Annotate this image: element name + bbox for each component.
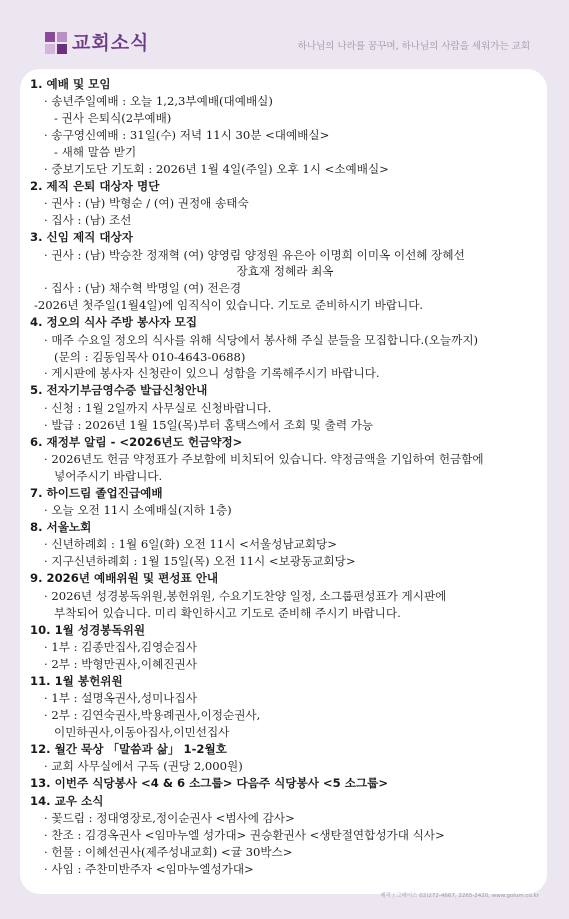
section-heading: 4. 정오의 식사 주방 봉사자 모집 xyxy=(30,315,198,330)
notice-line: · 2026년도 헌금 약정표가 주보함에 비치되어 있습니다. 약정금액을 기입하여 헌금함에 xyxy=(44,451,484,466)
notice-line: · 권사 : (남) 박승찬 정재혁 (여) 양영림 양정원 유은아 이명희 이미옥 이선혜 장혜선 xyxy=(44,247,465,262)
section-heading: 13. 이번주 식당봉사 <4 & 6 소그룹> 다음주 식당봉사 <5 소그룹> xyxy=(30,776,389,791)
notice-line: · 2부 : 김연숙권사,박용례권사,이정순권사, xyxy=(44,708,261,723)
notice-line: -2026년 첫주일(1월4일)에 임직식이 있습니다. 기도로 준비하시기 바랍니다. xyxy=(34,298,424,313)
section-heading: 6. 재정부 알림 - <2026년도 헌금약정> xyxy=(30,434,243,449)
notice-line: · 집사 : (남) 조선 xyxy=(44,213,132,228)
notice-line: · 발급 : 2026년 1월 15일(목)부터 홈택스에서 조회 및 출력 가능 xyxy=(44,417,374,432)
section-heading: 9. 2026년 예배위원 및 편성표 안내 xyxy=(30,571,219,586)
notice-line: · 헌물 : 이혜선권사(제주성내교회) <귤 30박스> xyxy=(44,844,293,859)
section-heading: 8. 서울노회 xyxy=(30,520,92,535)
notice-line: · 집사 : (남) 채수혁 박명일 (여) 전은경 xyxy=(44,281,242,296)
section-heading: 10. 1월 성경봉독위원 xyxy=(30,622,146,637)
notice-line: · 교회 사무실에서 구독 (권당 2,000원) xyxy=(44,759,243,774)
logo-squares-icon xyxy=(45,32,67,54)
notice-line: · 권사 : (남) 박형순 / (여) 권정애 송태숙 xyxy=(44,196,249,211)
notice-line: · 1부 : 김종만집사,김영순집사 xyxy=(44,639,197,654)
footer-credit: 제작 / 그레이스 02)272-4667, 2265-2420, www.golum.co.kr xyxy=(380,893,539,899)
notice-line: · 1부 : 설명옥권사,성미나집사 xyxy=(44,691,197,706)
notice-line: · 2부 : 박형만권사,이혜진권사 xyxy=(44,656,197,671)
news-content xyxy=(30,76,540,878)
notice-line: 부착되어 있습니다. 미리 확인하시고 기도로 준비해 주시기 바랍니다. xyxy=(54,605,401,620)
notice-line: · 신년하례회 : 1월 6일(화) 오전 11시 <서울성남교회당> xyxy=(44,537,337,552)
notice-line: · 매주 수요일 정오의 식사를 위해 식당에서 봉사해 주실 분들을 모집합니다.(오늘까지) xyxy=(44,332,479,347)
notice-line: · 꽃드림 : 정대영장로,정이순권사 <범사에 감사> xyxy=(44,810,295,825)
notice-line: · 게시판에 봉사자 신청란이 있으니 성함을 기록해주시기 바랍니다. xyxy=(44,366,380,381)
section-heading: 5. 전자기부금영수증 발급신청안내 xyxy=(30,383,208,398)
notice-line: · 찬조 : 김경옥권사 <임마누엘 성가대> 권승환권사 <생탄절연합성가대 식사> xyxy=(44,827,445,842)
notice-line: 장효재 정혜라 최옥 xyxy=(236,264,334,279)
section-heading: 1. 예배 및 모임 xyxy=(30,77,111,91)
section-heading: 12. 월간 묵상 「말씀과 삶」 1-2월호 xyxy=(30,741,227,756)
notice-line: · 송년주일예배 : 오늘 1,2,3부예배(대예배실) xyxy=(44,94,273,109)
section-heading: 14. 교우 소식 xyxy=(30,793,104,808)
notice-line: · 중보기도단 기도회 : 2026년 1월 4일(주일) 오후 1시 <소예배실> xyxy=(44,162,389,177)
section-heading: 11. 1월 봉헌위원 xyxy=(30,673,123,688)
notice-line: 넣어주시기 바랍니다. xyxy=(54,468,163,483)
section-heading: 7. 하이드림 졸업진급예배 xyxy=(30,485,163,500)
page-title: 교회소식 xyxy=(72,32,150,54)
section-heading: 2. 제직 은퇴 대상자 명단 xyxy=(30,178,160,193)
church-slogan: 하나님의 나라를 꿈꾸며, 하나님의 사람을 세워가는 교회 xyxy=(297,41,530,52)
notice-line: - 권사 은퇴식(2부예배) xyxy=(54,111,172,126)
notice-line: - 새해 말씀 받기 xyxy=(54,145,137,160)
section-heading: 3. 신임 제직 대상자 xyxy=(30,230,133,245)
notice-line: (문의 : 김동임목사 010-4643-0688) xyxy=(54,349,246,364)
notice-line: · 송구영신예배 : 31일(수) 저녁 11시 30분 <대예배실> xyxy=(44,128,330,143)
notice-line: 이민하권사,이동아집사,이민선집사 xyxy=(54,724,230,739)
header-bar xyxy=(0,0,569,68)
notice-line: · 오늘 오전 11시 소예배실(지하 1층) xyxy=(44,503,232,518)
notice-line: · 신청 : 1월 2일까지 사무실로 신청바랍니다. xyxy=(44,400,272,415)
notice-line: · 지구신년하례회 : 1월 15일(목) 오전 11시 <보광동교회당> xyxy=(44,554,356,569)
notice-line: · 사임 : 주찬미반주자 <임마누엘성가대> xyxy=(44,861,254,876)
notice-line: · 2026년 성경봉독위원,봉헌위원, 수요기도찬양 일정, 소그룹편성표가 게시판에 xyxy=(44,588,447,603)
